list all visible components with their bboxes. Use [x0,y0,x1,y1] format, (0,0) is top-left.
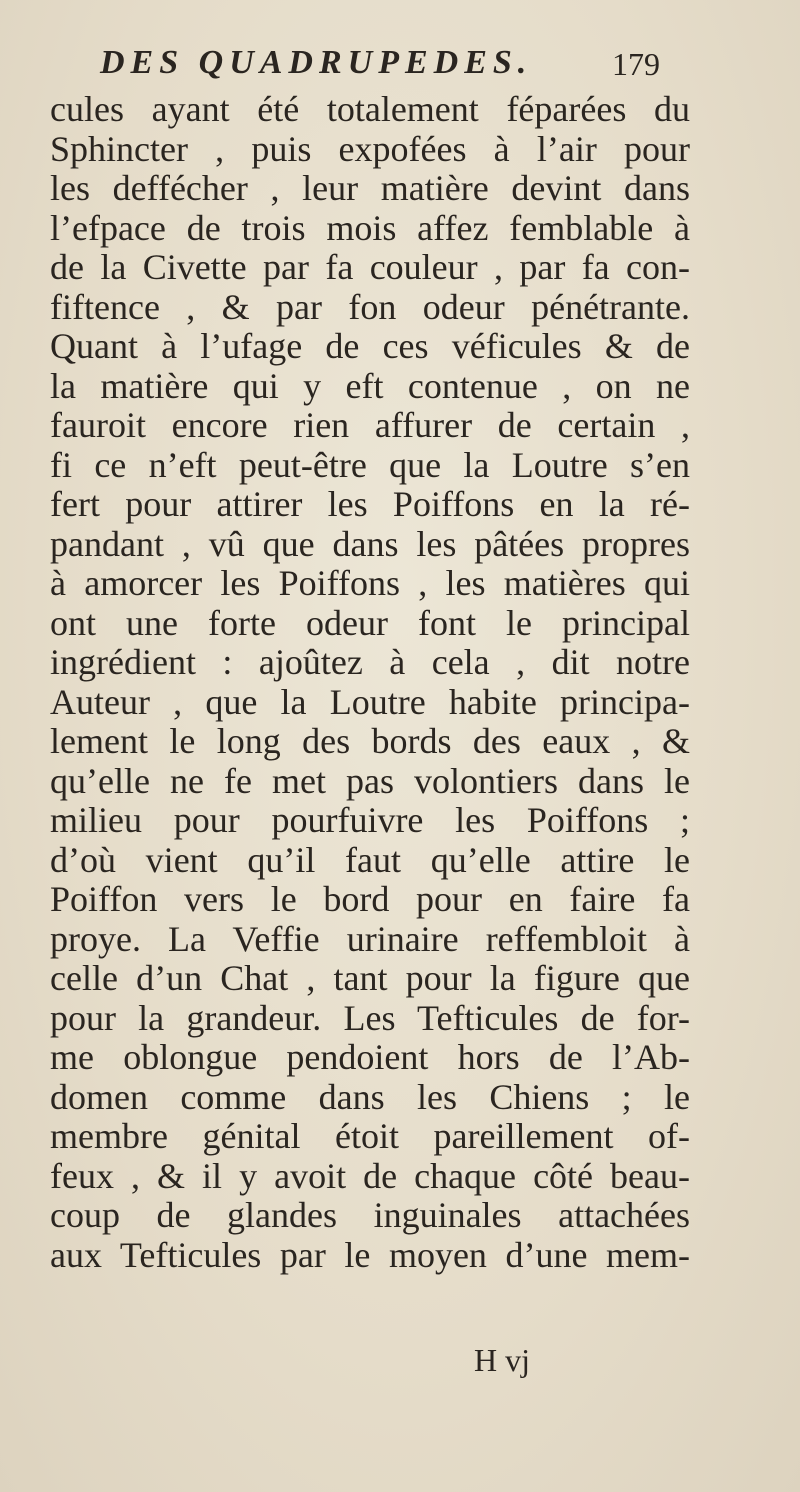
text-line: Poiffon vers le bord pour en faire fa [50,879,690,919]
text-line: aux Tefticules par le moyen d’une mem- [50,1234,690,1275]
text-line: fiftence , & par fon odeur pénétrante. [50,286,690,327]
running-title: DES QUADRUPEDES. [100,44,533,81]
text-line: lement le long des bords des eaux , & [50,721,690,761]
text-line: qu’elle ne fe met pas volontiers dans le [50,760,690,801]
text-line: proye. La Veffie urinaire reffembloit à [50,918,690,959]
body-text [50,90,690,1275]
text-line: l’efpace de trois mois affez femblable à [50,207,690,248]
text-line: milieu pour pourfuivre les Poiffons ; [50,800,690,840]
text-line: pandant , vû que dans les pâtées propres [50,523,690,564]
text-line: les deffécher , leur matière devint dans [50,168,690,208]
text-line: Quant à l’ufage de ces véficules & de [50,326,690,366]
text-line: cules ayant été totalement féparées du [50,89,690,129]
text-line: Sphincter , puis expofées à l’air pour [50,128,690,169]
text-line: ingrédient : ajoûtez à cela , dit notre [50,642,690,682]
text-line: pour la grandeur. Les Tefticules de for- [50,997,690,1038]
running-head [100,44,660,92]
text-line: de la Civette par fa couleur , par fa con- [50,247,690,287]
text-line: celle d’un Chat , tant pour la figure que [50,958,690,998]
signature-mark: H vj [474,1342,530,1378]
text-line: d’où vient qu’il faut qu’elle attire le [50,839,690,880]
text-line: fauroit encore rien affurer de certain , [50,405,690,445]
text-line: ont une forte odeur font le principal [50,602,690,643]
text-line: feux , & il y avoit de chaque côté beau- [50,1155,690,1196]
text-line: membre génital étoit pareillement of- [50,1116,690,1156]
text-line: la matière qui y eft contenue , on ne [50,365,690,406]
text-line: à amorcer les Poiffons , les matières qui [50,563,690,603]
text-line: fi ce n’eft peut-être que la Loutre s’en [50,444,690,485]
text-line: domen comme dans les Chiens ; le [50,1076,690,1117]
text-line: fert pour attirer les Poiffons en la ré- [50,484,690,524]
text-line: me oblongue pendoient hors de l’Ab- [50,1037,690,1077]
page-number: 179 [612,46,660,82]
text-line: Auteur , que la Loutre habite principa- [50,681,690,722]
text-line: coup de glandes inguinales attachées [50,1195,690,1235]
